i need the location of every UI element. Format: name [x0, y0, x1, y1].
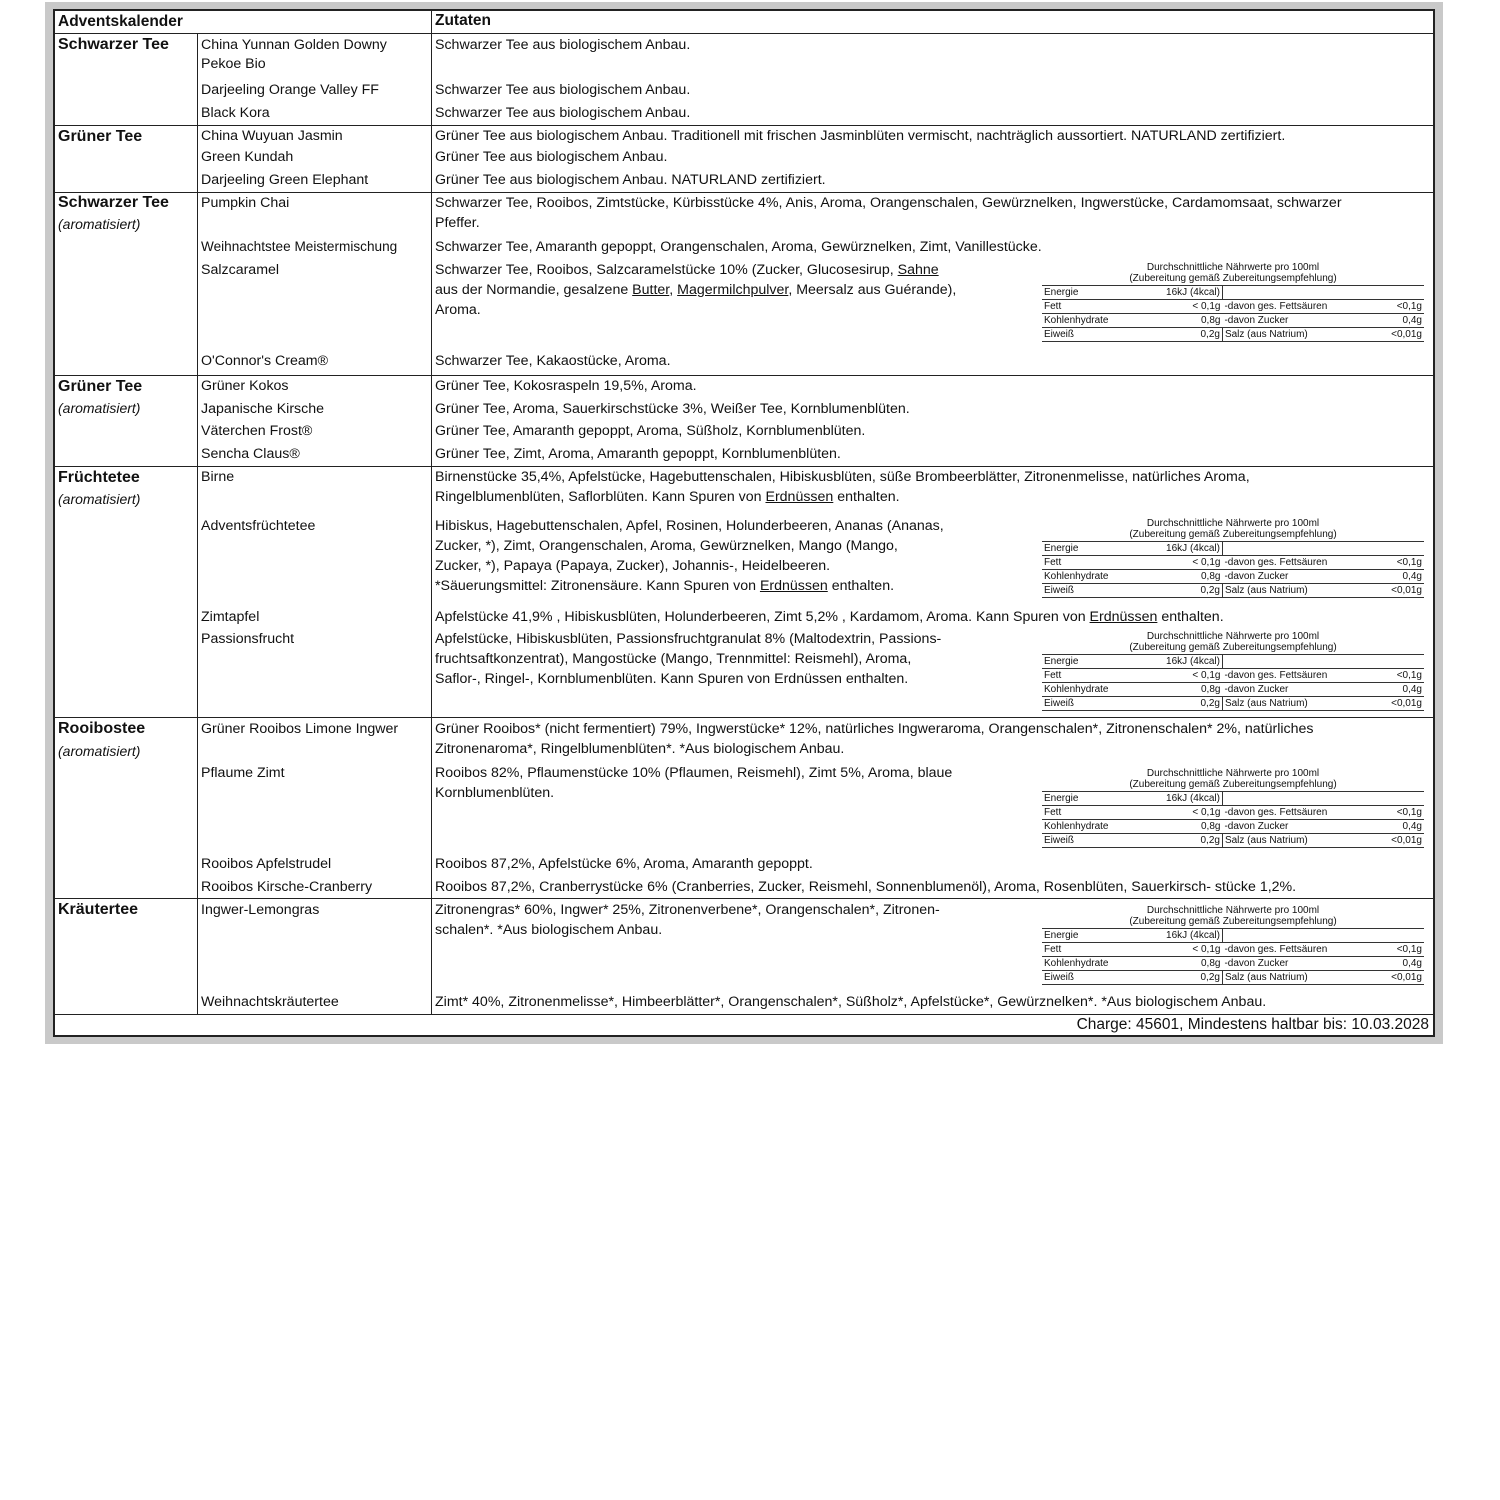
nutrition-value: <0,1g	[1396, 807, 1422, 818]
nutrition-subtitle: (Zubereitung gemäß Zubereitungsempfehlung)	[1129, 916, 1337, 927]
ingredient-text: Zimt* 40%, Zitronenmelisse*, Himbeerblätter*, Orangenschalen*, Süßholz*, Apfelstücke*, Gewürznelken*. *Aus biologischem Anbau.	[435, 994, 1267, 1010]
nutrition-label: Salz (aus Natrium)	[1222, 697, 1374, 711]
ingredient-text: Schwarzer Tee aus biologischem Anbau.	[435, 37, 691, 53]
nutrition-value: <0,01g	[1391, 329, 1422, 340]
ingredient-text: schalen*. *Aus biologischem Anbau.	[435, 922, 663, 938]
nutrition-label: -davon Zucker	[1224, 684, 1289, 695]
nutrition-label: Fett	[1044, 944, 1062, 955]
category-sublabel: (aromatisiert)	[58, 743, 141, 759]
nutrition-label: -davon ges. Fettsäuren	[1224, 301, 1328, 312]
ingredient-text: fruchtsaftkonzentrat), Mangostücke (Mango, Trennmittel: Reismehl), Aroma,	[435, 651, 912, 667]
ingredient-text: Rooibos 82%, Pflaumenstücke 10% (Pflaumen, Reismehl), Zimt 5%, Aroma, blaue	[435, 765, 953, 781]
product-name: Weihnachtstee Meistermischung	[201, 239, 398, 254]
nutrition-subtitle: (Zubereitung gemäß Zubereitungsempfehlung)	[1129, 779, 1337, 790]
divider	[431, 11, 432, 1014]
ingredient-text: Schwarzer Tee aus biologischem Anbau.	[435, 105, 691, 121]
ingredient-text: Rooibos 87,2%, Cranberrystücke 6% (Cranberries, Zucker, Reismehl, Sonnenblumenöl), Aroma, Rosenblüten, Sauerkirsch- stücke 1,2%.	[435, 879, 1297, 895]
nutrition-value: 0,8g	[1200, 571, 1221, 582]
nutrition-label: -davon Zucker	[1224, 571, 1289, 582]
product-name: Darjeeling Orange Valley FF	[201, 82, 379, 98]
nutrition-label: -davon ges. Fettsäuren	[1224, 807, 1328, 818]
nutrition-value: <0,01g	[1391, 835, 1422, 846]
product-name: China Yunnan Golden Downy	[201, 37, 387, 53]
category-label: Kräutertee	[58, 901, 139, 918]
ingredient-sheet	[53, 9, 1435, 1037]
ingredient-text: Grüner Tee, Zimt, Aroma, Amaranth gepoppt, Kornblumenblüten.	[435, 446, 841, 462]
category-sublabel: (aromatisiert)	[58, 216, 141, 232]
product-name: Ingwer-Lemongras	[201, 902, 320, 918]
nutrition-value: 16kJ (4kcal)	[1166, 287, 1220, 298]
divider	[55, 717, 1433, 718]
nutrition-subtitle: (Zubereitung gemäß Zubereitungsempfehlung)	[1129, 273, 1337, 284]
ingredient-text: Grüner Tee aus biologischem Anbau. Traditionell mit frischen Jasminblüten vermischt, nachträglich aussortiert. NATURLAND zertifiziert.	[435, 128, 1286, 144]
nutrition-label: Energie	[1044, 930, 1079, 941]
nutrition-table	[1042, 768, 1424, 848]
category-sublabel: (aromatisiert)	[58, 400, 141, 416]
nutrition-label: Eiweiß	[1044, 329, 1075, 340]
nutrition-label: Salz (aus Natrium)	[1222, 834, 1374, 848]
nutrition-grid	[1042, 285, 1424, 342]
ingredient-text: Kornblumenblüten.	[435, 785, 555, 801]
ingredient-text: Pfeffer.	[435, 215, 480, 231]
nutrition-value: 0,8g	[1200, 821, 1221, 832]
nutrition-value: 0,8g	[1200, 958, 1221, 969]
nutrition-value: 16kJ (4kcal)	[1166, 543, 1220, 554]
nutrition-table	[1042, 518, 1424, 598]
nutrition-label: Kohlenhydrate	[1044, 821, 1109, 832]
nutrition-value: <0,01g	[1391, 972, 1422, 983]
divider	[55, 898, 1433, 899]
nutrition-value: <0,1g	[1396, 944, 1422, 955]
product-name: Sencha Claus®	[201, 446, 300, 462]
nutrition-grid	[1042, 928, 1424, 985]
nutrition-table	[1042, 631, 1424, 711]
divider	[55, 1014, 1433, 1015]
product-name: Rooibos Apfelstrudel	[201, 856, 332, 872]
ingredient-text: Hibiskus, Hagebuttenschalen, Apfel, Rosinen, Holunderbeeren, Ananas (Ananas,	[435, 518, 944, 534]
ingredient-text: Apfelstücke, Hibiskusblüten, Passionsfruchtgranulat 8% (Maltodextrin, Passions-	[435, 631, 942, 647]
nutrition-grid	[1042, 654, 1424, 711]
nutrition-value: 0,2g	[1200, 835, 1220, 846]
charge-info: Charge: 45601, Mindestens haltbar bis: 10.03.2028	[1076, 1016, 1429, 1033]
nutrition-value: 0,2g	[1200, 698, 1220, 709]
ingredient-text: Birnenstücke 35,4%, Apfelstücke, Hagebuttenschalen, Hibiskusblüten, süße Brombeerblätter, Zitronenmelisse, natürliches Aroma,	[435, 469, 1250, 485]
nutrition-label: -davon Zucker	[1224, 821, 1289, 832]
nutrition-value: 0,4g	[1402, 571, 1422, 582]
table-title: Adventskalender	[58, 13, 183, 30]
category-label: Früchtetee	[58, 469, 140, 486]
ingredient-text: Saflor-, Ringel-, Kornblumenblüten. Kann Spuren von Erdnüssen enthalten.	[435, 671, 909, 687]
product-name: Japanische Kirsche	[201, 401, 325, 417]
ingredient-text: Grüner Tee, Aroma, Sauerkirschstücke 3%, Weißer Tee, Kornblumenblüten.	[435, 401, 910, 417]
category-label: Grüner Tee	[58, 378, 143, 395]
nutrition-value: < 0,1g	[1192, 301, 1221, 312]
nutrition-label: Energie	[1044, 287, 1079, 298]
nutrition-table	[1042, 905, 1424, 985]
ingredient-text: Grüner Tee aus biologischem Anbau.	[435, 149, 668, 165]
nutrition-value: 16kJ (4kcal)	[1166, 793, 1220, 804]
ingredient-text: Grüner Tee, Kokosraspeln 19,5%, Aroma.	[435, 378, 697, 394]
nutrition-label: Kohlenhydrate	[1044, 571, 1109, 582]
nutrition-label: -davon Zucker	[1224, 315, 1289, 326]
divider	[197, 33, 198, 1014]
ingredient-text: Zucker, *), Zimt, Orangenschalen, Aroma, Gewürznelken, Mango (Mango,	[435, 538, 898, 554]
nutrition-value: <0,1g	[1396, 670, 1422, 681]
nutrition-value: 0,4g	[1402, 684, 1422, 695]
nutrition-label: Energie	[1044, 656, 1079, 667]
category-label: Schwarzer Tee	[58, 194, 169, 211]
nutrition-label: Kohlenhydrate	[1044, 958, 1109, 969]
product-name: Pekoe Bio	[201, 56, 266, 72]
nutrition-label: Eiweiß	[1044, 585, 1075, 596]
nutrition-label: Energie	[1044, 543, 1079, 554]
product-name: China Wuyuan Jasmin	[201, 128, 343, 144]
category-label: Rooibostee	[58, 720, 146, 737]
product-name: Salzcaramel	[201, 262, 280, 278]
nutrition-label: Fett	[1044, 807, 1062, 818]
nutrition-value: < 0,1g	[1192, 807, 1221, 818]
divider	[55, 33, 1433, 34]
ingredient-text: aus der Normandie, gesalzene Butter, Magermilchpulver, Meersalz aus Guérande),	[435, 282, 957, 298]
product-name: Grüner Kokos	[201, 378, 289, 394]
nutrition-value: 0,2g	[1200, 585, 1220, 596]
ingredient-text: Aroma.	[435, 302, 481, 318]
product-name: Weihnachtskräutertee	[201, 994, 339, 1010]
ingredient-text: Zitronengras* 60%, Ingwer* 25%, Zitronenverbene*, Orangenschalen*, Zitronen-	[435, 902, 940, 918]
nutrition-label: Fett	[1044, 670, 1062, 681]
product-name: Green Kundah	[201, 149, 294, 165]
nutrition-label: Eiweiß	[1044, 972, 1075, 983]
nutrition-value: <0,1g	[1396, 301, 1422, 312]
nutrition-table	[1042, 262, 1424, 342]
nutrition-value: <0,1g	[1396, 557, 1422, 568]
nutrition-title: Durchschnittliche Nährwerte pro 100ml	[1146, 262, 1320, 273]
nutrition-value: <0,01g	[1391, 585, 1422, 596]
ingredient-text: Schwarzer Tee aus biologischem Anbau.	[435, 82, 691, 98]
nutrition-value: 0,4g	[1402, 821, 1422, 832]
nutrition-label: Fett	[1044, 301, 1062, 312]
nutrition-grid	[1042, 791, 1424, 848]
column-header-zutaten: Zutaten	[435, 12, 491, 29]
nutrition-label: -davon ges. Fettsäuren	[1224, 670, 1328, 681]
product-name: Black Kora	[201, 105, 270, 121]
ingredient-text: Grüner Tee, Amaranth gepoppt, Aroma, Süßholz, Kornblumenblüten.	[435, 423, 866, 439]
ingredient-text: Schwarzer Tee, Rooibos, Salzcaramelstücke 10% (Zucker, Glucosesirup, Sahne	[435, 262, 939, 278]
nutrition-label: -davon Zucker	[1224, 958, 1289, 969]
product-name: Rooibos Kirsche-Cranberry	[201, 879, 373, 895]
product-name: Väterchen Frost®	[201, 423, 313, 439]
nutrition-title: Durchschnittliche Nährwerte pro 100ml	[1146, 518, 1320, 529]
nutrition-value: 0,2g	[1200, 329, 1220, 340]
nutrition-value: 0,4g	[1402, 958, 1422, 969]
category-sublabel: (aromatisiert)	[58, 491, 141, 507]
nutrition-value: 0,2g	[1200, 972, 1220, 983]
nutrition-value: 16kJ (4kcal)	[1166, 656, 1220, 667]
product-name: Birne	[201, 469, 235, 485]
ingredient-text: Grüner Tee aus biologischem Anbau. NATURLAND zertifiziert.	[435, 172, 826, 188]
nutrition-label: Eiweiß	[1044, 835, 1075, 846]
ingredient-text: Grüner Rooibos* (nicht fermentiert) 79%, Ingwerstücke* 12%, natürliches Ingweraroma, Orangenschalen*, Zitronenschalen* 2%, natürliches	[435, 721, 1314, 737]
nutrition-label: Salz (aus Natrium)	[1222, 328, 1374, 342]
ingredient-text: Ringelblumenblüten, Saflorblüten. Kann Spuren von Erdnüssen enthalten.	[435, 489, 900, 505]
product-name: Zimtapfel	[201, 609, 260, 625]
nutrition-label: -davon ges. Fettsäuren	[1224, 944, 1328, 955]
nutrition-label: Eiweiß	[1044, 698, 1075, 709]
nutrition-label: Salz (aus Natrium)	[1222, 971, 1374, 985]
product-name: Pflaume Zimt	[201, 765, 285, 781]
nutrition-value: < 0,1g	[1192, 944, 1221, 955]
nutrition-value: 0,4g	[1402, 315, 1422, 326]
nutrition-label: Fett	[1044, 557, 1062, 568]
nutrition-value: < 0,1g	[1192, 670, 1221, 681]
nutrition-title: Durchschnittliche Nährwerte pro 100ml	[1146, 631, 1320, 642]
nutrition-value: 0,8g	[1200, 684, 1221, 695]
nutrition-label: Kohlenhydrate	[1044, 315, 1109, 326]
nutrition-label: Energie	[1044, 793, 1079, 804]
product-name: O'Connor's Cream®	[201, 353, 329, 369]
ingredient-text: Zucker, *), Papaya (Papaya, Zucker), Johannis-, Heidelbeeren.	[435, 558, 831, 574]
nutrition-value: <0,01g	[1391, 698, 1422, 709]
nutrition-title: Durchschnittliche Nährwerte pro 100ml	[1146, 905, 1320, 916]
nutrition-subtitle: (Zubereitung gemäß Zubereitungsempfehlung)	[1129, 529, 1337, 540]
nutrition-label: Salz (aus Natrium)	[1222, 584, 1374, 598]
nutrition-label: -davon ges. Fettsäuren	[1224, 557, 1328, 568]
ingredient-text: Zitronenaroma*, Ringelblumenblüten*. *Aus biologischem Anbau.	[435, 741, 845, 757]
product-name: Adventsfrüchtetee	[201, 518, 316, 534]
product-name: Passionsfrucht	[201, 631, 295, 647]
product-name: Grüner Rooibos Limone Ingwer	[201, 721, 399, 737]
nutrition-value: 16kJ (4kcal)	[1166, 930, 1220, 941]
label-frame	[45, 2, 1443, 1044]
nutrition-value: 0,8g	[1200, 315, 1221, 326]
nutrition-title: Durchschnittliche Nährwerte pro 100ml	[1146, 768, 1320, 779]
nutrition-value: < 0,1g	[1192, 557, 1221, 568]
ingredient-text: Schwarzer Tee, Amaranth gepoppt, Orangenschalen, Aroma, Gewürznelken, Zimt, Vanillestücke.	[435, 239, 1042, 255]
category-label: Grüner Tee	[58, 128, 143, 145]
ingredient-text: *Säuerungsmittel: Zitronensäure. Kann Spuren von Erdnüssen enthalten.	[435, 578, 895, 594]
nutrition-grid	[1042, 541, 1424, 598]
category-label: Schwarzer Tee	[58, 36, 169, 53]
ingredient-text: Apfelstücke 41,9% , Hibiskusblüten, Holunderbeeren, Zimt 5,2% , Kardamom, Aroma. Kann Spuren von Erdnüssen enthalten.	[435, 609, 1224, 625]
ingredient-text: Rooibos 87,2%, Apfelstücke 6%, Aroma, Amaranth gepoppt.	[435, 856, 813, 872]
ingredient-text: Schwarzer Tee, Kakaostücke, Aroma.	[435, 353, 671, 369]
product-name: Darjeeling Green Elephant	[201, 172, 369, 188]
nutrition-label: Kohlenhydrate	[1044, 684, 1109, 695]
product-name: Pumpkin Chai	[201, 195, 290, 211]
ingredient-text: Schwarzer Tee, Rooibos, Zimtstücke, Kürbisstücke 4%, Anis, Aroma, Orangenschalen, Gewürznelken, Ingwerstücke, Cardamomsaat, schwarzer	[435, 195, 1342, 211]
nutrition-subtitle: (Zubereitung gemäß Zubereitungsempfehlung)	[1129, 642, 1337, 653]
